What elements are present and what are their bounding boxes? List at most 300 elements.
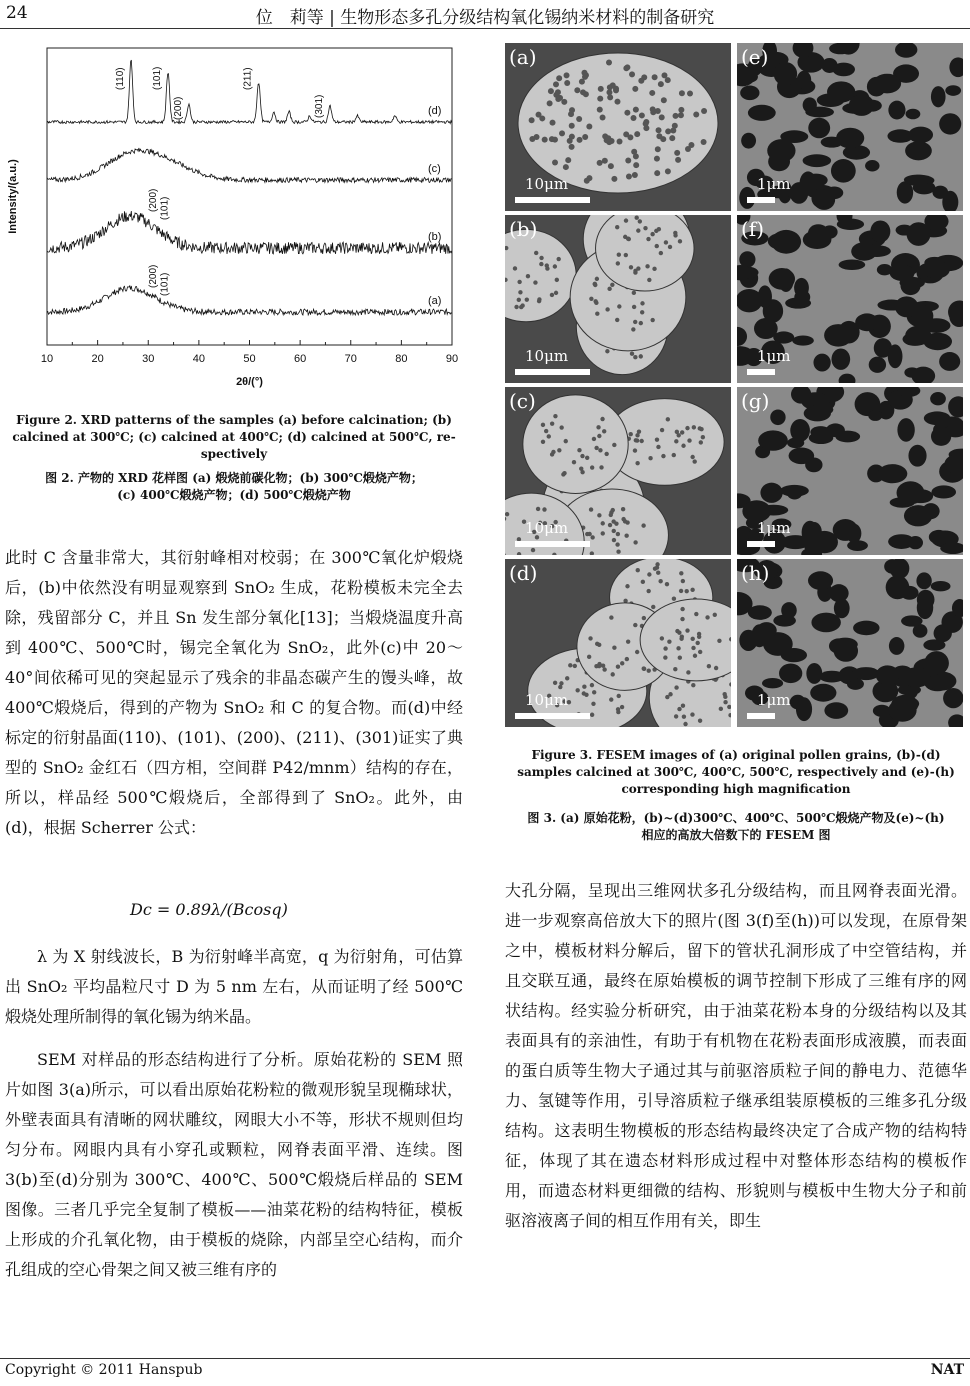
surface-pore [615, 542, 619, 546]
scale-bar-label: 1μm [757, 347, 791, 365]
surface-pore [569, 144, 575, 150]
surface-pore [634, 438, 638, 442]
surface-pore [636, 568, 640, 572]
mesh-hole [945, 85, 961, 96]
surface-pore [674, 439, 678, 443]
surface-pore [602, 667, 606, 671]
surface-pore [654, 170, 660, 176]
surface-pore [698, 650, 702, 654]
surface-pore [691, 683, 695, 687]
fesem-panel-label: (a) [509, 45, 537, 69]
fesem-panel-label: (d) [509, 561, 538, 585]
surface-pore [626, 174, 632, 180]
surface-pore [678, 107, 684, 113]
surface-pore [637, 429, 641, 433]
mesh-hole [917, 590, 935, 610]
surface-pore [559, 681, 563, 685]
fesem-panel-label: (g) [741, 389, 770, 413]
surface-pore [616, 261, 620, 265]
mesh-hole [739, 630, 757, 651]
mesh-hole [832, 63, 855, 77]
mesh-hole [930, 392, 946, 405]
mesh-hole [802, 521, 819, 544]
surface-pore [650, 232, 654, 236]
surface-pore [600, 114, 606, 120]
surface-pore [609, 697, 613, 701]
mesh-hole [770, 410, 785, 426]
surface-pore [679, 90, 685, 96]
x-axis-label: 2θ/(°) [236, 376, 263, 388]
fesem-panel-label: (c) [509, 389, 536, 413]
surface-pore [624, 253, 628, 257]
surface-pore [631, 149, 637, 155]
surface-pore [555, 89, 561, 95]
surface-pore [660, 636, 664, 640]
surface-pore [594, 446, 598, 450]
surface-pore [568, 663, 572, 667]
surface-pore [681, 579, 685, 583]
surface-pore [625, 657, 629, 661]
peak-annotation: (101) [159, 196, 171, 220]
surface-pore [531, 548, 535, 552]
mesh-hole [774, 62, 797, 86]
surface-pore [685, 589, 689, 593]
surface-pore [626, 639, 630, 643]
scale-bar-label: 1μm [757, 175, 791, 193]
surface-pore [701, 108, 707, 114]
mesh-hole [805, 107, 834, 118]
surface-pore [687, 90, 693, 96]
surface-pore [641, 74, 647, 80]
surface-pore [639, 112, 645, 118]
mesh-hole [792, 336, 814, 346]
surface-pore [668, 692, 672, 696]
surface-pore [674, 714, 678, 718]
mesh-hole [748, 105, 776, 121]
surface-pore [661, 97, 667, 103]
surface-pore [690, 588, 694, 592]
surface-pore [633, 107, 639, 113]
surface-pore [632, 86, 638, 92]
mesh-hole [825, 187, 843, 200]
surface-pore [648, 456, 652, 460]
surface-pore [666, 417, 670, 421]
surface-pore [683, 722, 687, 726]
surface-pore [629, 265, 633, 269]
surface-pore [685, 426, 689, 430]
peak-annotation: (211) [242, 67, 254, 90]
surface-pore [514, 305, 518, 309]
footer-journal: NAT [930, 1362, 964, 1378]
surface-pore [565, 676, 569, 680]
surface-pore [634, 131, 640, 137]
surface-pore [631, 327, 635, 331]
mesh-hole [865, 160, 879, 171]
surface-pore [661, 72, 667, 78]
mesh-hole [831, 159, 856, 183]
surface-pore [556, 75, 562, 81]
mesh-hole [790, 182, 809, 204]
mesh-hole [943, 688, 963, 708]
surface-pore [581, 70, 587, 76]
surface-pore [646, 237, 650, 241]
mesh-hole [780, 485, 809, 497]
mesh-hole [810, 684, 836, 702]
series-label: (b) [428, 231, 442, 243]
surface-pore [544, 429, 548, 433]
surface-pore [693, 111, 699, 117]
scale-bar-label: 10μm [525, 691, 569, 709]
surface-pore [612, 646, 616, 650]
surface-pore [550, 452, 554, 456]
surface-pore [593, 299, 597, 303]
scale-bar-label: 10μm [525, 175, 569, 193]
surface-pore [526, 274, 530, 278]
mesh-hole [790, 419, 810, 442]
surface-pore [557, 448, 561, 452]
surface-pore [615, 225, 619, 229]
surface-pore [678, 655, 682, 659]
surface-pore [673, 113, 679, 119]
surface-pore [632, 305, 636, 309]
surface-pore [534, 251, 538, 255]
mesh-hole [824, 324, 852, 347]
surface-pore [630, 352, 634, 356]
surface-pore [617, 694, 621, 698]
surface-pore [597, 96, 603, 102]
surface-pore [597, 513, 601, 517]
surface-pore [545, 266, 549, 270]
surface-pore [607, 84, 613, 90]
surface-pore [597, 434, 601, 438]
x-tick-label: 90 [445, 353, 459, 365]
surface-pore [659, 114, 665, 120]
surface-pore [649, 90, 655, 96]
surface-pore [635, 216, 639, 220]
surface-pore [652, 267, 656, 271]
surface-pore [699, 440, 703, 444]
surface-pore [633, 162, 639, 168]
surface-pore [579, 467, 583, 471]
surface-pore [690, 712, 694, 716]
peak-annotation: (200) [147, 188, 159, 212]
mesh-hole [767, 139, 795, 162]
surface-pore [612, 443, 616, 447]
surface-pore [640, 301, 644, 305]
surface-pore [602, 429, 606, 433]
mesh-hole [908, 127, 933, 143]
surface-pore [625, 584, 629, 588]
x-tick-label: 40 [192, 353, 205, 365]
peak-annotation: (200) [172, 96, 184, 120]
mesh-hole [847, 540, 868, 551]
surface-pore [655, 565, 659, 569]
surface-pore [681, 704, 685, 708]
fesem-panel-label: (e) [741, 45, 769, 69]
surface-pore [680, 617, 684, 621]
surface-pore [590, 535, 594, 539]
surface-pore [611, 176, 617, 182]
surface-pore [677, 630, 681, 634]
plot-frame [47, 48, 452, 345]
surface-pore [587, 655, 591, 659]
x-tick-label: 80 [395, 353, 408, 365]
surface-pore [588, 636, 592, 640]
surface-pore [654, 156, 660, 162]
mesh-hole [916, 572, 931, 589]
footer-divider [0, 1358, 970, 1359]
fesem-panel-label: (h) [741, 561, 770, 585]
surface-pore [539, 262, 543, 266]
mesh-hole [895, 296, 918, 317]
mesh-hole [836, 128, 864, 149]
surface-pore [590, 713, 594, 717]
surface-pore [691, 637, 695, 641]
surface-pore [614, 99, 620, 105]
scale-bar [515, 541, 590, 547]
figure2-caption-cn [5, 470, 463, 504]
mesh-hole [810, 426, 831, 438]
mesh-hole [923, 261, 950, 278]
surface-pore [537, 297, 541, 301]
surface-pore [612, 538, 616, 542]
surface-pore [620, 705, 624, 709]
mesh-hole [813, 354, 830, 372]
surface-pore [597, 107, 603, 113]
surface-pore [624, 110, 630, 116]
surface-pore [705, 615, 709, 619]
surface-pore [577, 137, 583, 143]
x-tick-label: 10 [40, 353, 54, 365]
mesh-hole [924, 411, 951, 425]
surface-pore [596, 425, 600, 429]
scale-bar-label: 10μm [525, 519, 569, 537]
figure3-caption-cn [505, 810, 967, 844]
surface-pore [553, 264, 557, 268]
surface-pore [533, 280, 537, 284]
surface-pore [590, 465, 594, 469]
mesh-hole [781, 648, 807, 662]
surface-pore [575, 688, 579, 692]
surface-pore [665, 168, 671, 174]
surface-pore [678, 112, 684, 118]
surface-pore [600, 417, 604, 421]
x-tick-label: 50 [243, 353, 256, 365]
surface-pore [607, 287, 611, 291]
mesh-hole [905, 141, 932, 160]
surface-pore [673, 667, 677, 671]
scale-bar [747, 369, 775, 375]
surface-pore [660, 428, 664, 432]
scale-bar-label: 1μm [757, 519, 791, 537]
page-number: 24 [6, 3, 28, 23]
mesh-hole [839, 260, 866, 270]
surface-pore [723, 700, 727, 704]
surface-pore [609, 615, 613, 619]
surface-pore [681, 444, 685, 448]
surface-pore [673, 233, 677, 237]
series-label: (d) [428, 105, 442, 117]
surface-pore [541, 423, 545, 427]
surface-pore [617, 138, 623, 144]
surface-pore [620, 661, 624, 665]
fesem-image-c [505, 387, 731, 555]
surface-pore [632, 172, 638, 178]
mesh-hole [809, 404, 833, 415]
surface-pore [714, 666, 718, 670]
surface-pore [643, 121, 649, 127]
fesem-image-grid [505, 43, 967, 723]
surface-pore [719, 707, 723, 711]
surface-pore [539, 115, 545, 121]
surface-pore [659, 251, 663, 255]
mesh-hole [768, 233, 790, 249]
surface-pore [561, 472, 565, 476]
surface-pore [617, 304, 621, 308]
mesh-hole [897, 481, 925, 504]
paragraph-sem-analysis: SEM 对样品的形态结构进行了分析。原始花粉的 SEM 照片如图 3(a)所示，可以看出原始花粉粒的微观形貌呈现椭球状，外壁表面具有清晰的网状雕纹，网眼大小不等，形状不规则但均匀分布。网眼内具有小穿孔或颗粒，网脊表面平滑、连续。图 3(b)至(d)分别为 300℃、400℃、500℃煅烧后样品的 SEM 图像。三者几乎完全复制了模板——油菜花粉的结构特征，模板上形成的介孔氧化物，由于模板的烧除，内部呈空心结构，而介孔组成的空心骨架之间又被三维有序的 [5, 1050, 463, 1279]
surface-pore [615, 318, 619, 322]
scale-bar [747, 713, 775, 719]
scherrer-formula: Dc = 0.89λ/(Bcosq) [130, 900, 288, 919]
surface-pore [576, 116, 582, 122]
surface-pore [569, 107, 575, 113]
surface-pore [569, 123, 575, 129]
surface-pore [633, 320, 637, 324]
surface-pore [677, 707, 681, 711]
surface-pore [665, 128, 671, 134]
surface-pore [582, 134, 588, 140]
mesh-hole [797, 71, 811, 89]
surface-pore [701, 139, 707, 145]
mesh-hole [803, 154, 831, 167]
fesem-image-f [737, 215, 963, 383]
series-line-a [47, 286, 452, 315]
surface-pore [664, 240, 668, 244]
surface-pore [676, 646, 680, 650]
peak-annotation: (101) [159, 272, 171, 296]
mesh-hole [822, 225, 838, 238]
mesh-hole [897, 418, 914, 442]
series-line-c [47, 148, 452, 183]
surface-pore [550, 421, 554, 425]
surface-pore [678, 239, 682, 243]
surface-pore [597, 662, 601, 666]
mesh-hole [824, 702, 848, 719]
mesh-hole [939, 113, 961, 134]
mesh-hole [748, 605, 772, 620]
surface-pore [559, 425, 563, 429]
fesem-panel-label: (f) [741, 217, 765, 241]
surface-pore [685, 146, 691, 152]
mesh-hole [806, 663, 822, 684]
surface-pore [629, 71, 635, 77]
surface-pore [613, 86, 619, 92]
surface-pore [669, 135, 675, 141]
surface-pore [633, 540, 637, 544]
pollen-grain [518, 53, 718, 193]
mesh-hole [829, 638, 848, 653]
mesh-hole [853, 621, 879, 636]
surface-pore [599, 465, 603, 469]
mesh-hole [754, 318, 778, 339]
surface-pore [658, 81, 664, 87]
surface-pore [635, 461, 639, 465]
surface-pore [552, 160, 558, 166]
surface-pore [541, 440, 545, 444]
surface-pore [633, 355, 637, 359]
surface-pore [650, 318, 654, 322]
mesh-hole [804, 174, 827, 187]
surface-pore [695, 641, 699, 645]
surface-pore [655, 108, 661, 114]
surface-pore [631, 115, 637, 121]
surface-pore [569, 134, 575, 140]
footer-copyright: Copyright © 2011 Hanspub [5, 1362, 203, 1378]
peak-annotation: (301) [313, 94, 325, 118]
surface-pore [647, 668, 651, 672]
surface-pore [517, 298, 521, 302]
figure3-caption-cn-line2: 相应的高放大倍数下的 FESEM 图 [641, 828, 831, 842]
mesh-hole [789, 448, 815, 465]
surface-pore [647, 572, 651, 576]
surface-pore [672, 596, 676, 600]
surface-pore [612, 529, 616, 533]
mesh-hole [853, 667, 880, 680]
surface-pore [633, 270, 637, 274]
surface-pore [643, 226, 647, 230]
surface-pore [564, 72, 570, 78]
series-label: (c) [428, 163, 441, 175]
surface-pore [586, 124, 592, 130]
mesh-hole [904, 175, 931, 185]
figure2-caption-en: Figure 2. XRD patterns of the samples (a) before calcination; (b) calcined at 300℃; (c) calcined at 400℃; (d) calcined at 500℃, re-spectively [12, 413, 456, 461]
surface-pore [701, 435, 705, 439]
surface-pore [697, 632, 701, 636]
figure3-caption-cn-line1: 图 3. (a) 原始花粉，(b)~(d)300℃、400℃、500℃煅烧产物及(e)~(h) [527, 811, 945, 825]
surface-pore [555, 96, 561, 102]
surface-pore [623, 519, 627, 523]
surface-pore [623, 131, 629, 137]
surface-pore [589, 507, 593, 511]
surface-pore [654, 229, 658, 233]
surface-pore [605, 349, 609, 353]
surface-pore [608, 163, 614, 169]
surface-pore [665, 582, 669, 586]
figure2-caption-cn-line2: (c) 400℃煅烧产物；(d) 500℃煅烧产物 [117, 488, 351, 502]
mesh-hole [870, 220, 890, 242]
surface-pore [679, 571, 683, 575]
surface-pore [651, 605, 655, 609]
surface-pore [658, 579, 662, 583]
surface-pore [605, 135, 611, 141]
surface-pore [652, 74, 658, 80]
surface-pore [606, 59, 612, 65]
mesh-hole [779, 663, 802, 683]
surface-pore [629, 432, 633, 436]
mesh-hole [740, 86, 759, 101]
mesh-hole [939, 352, 960, 371]
surface-pore [611, 519, 615, 523]
figure3-caption-en: Figure 3. FESEM images of (a) original pollen grains, (b)-(d) samples calcined at 300℃, 400℃, 500℃, respectively and (e)-(h) corresponding high magnification [517, 748, 955, 796]
surface-pore [592, 437, 596, 441]
mesh-hole [790, 695, 806, 710]
surface-pore [632, 291, 636, 295]
surface-pore [536, 507, 540, 511]
mesh-hole [837, 219, 864, 230]
peak-annotation: (200) [147, 264, 159, 288]
header-divider [0, 28, 970, 29]
